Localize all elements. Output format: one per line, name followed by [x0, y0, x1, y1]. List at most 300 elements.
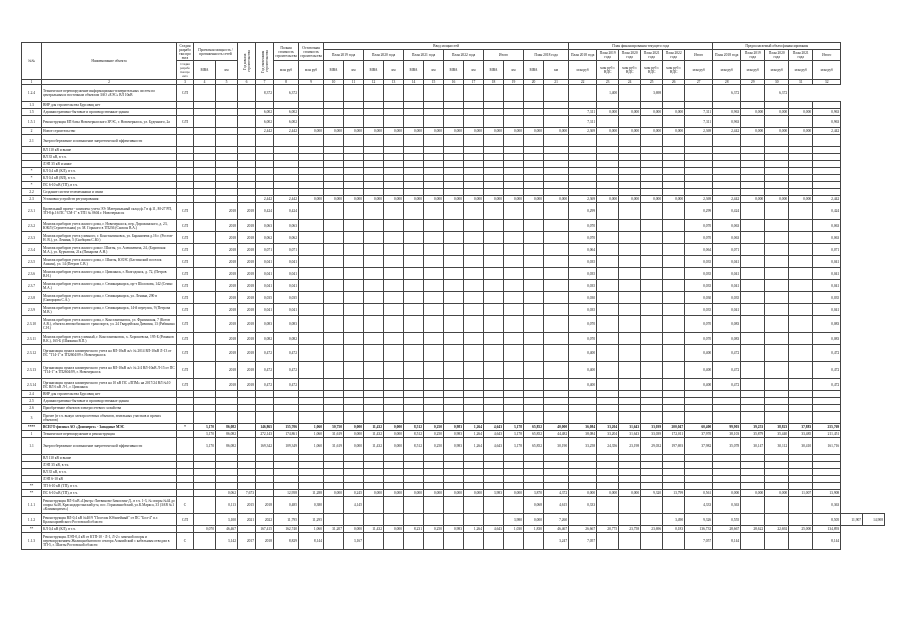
col-financing-needs: Предполагаемый объем финансирования: [713, 43, 841, 50]
row-value: [569, 469, 597, 476]
row-value: [344, 333, 364, 345]
table-row: [22, 268, 885, 280]
row-value: 172,011: [663, 431, 685, 438]
column-number: 23: [597, 80, 619, 85]
row-stage: С/П: [177, 304, 194, 316]
row-value: 36,084: [569, 424, 597, 431]
row-value: [569, 391, 597, 398]
row-value: [274, 398, 299, 405]
column-number: 26: [663, 80, 685, 85]
row-value: [274, 483, 299, 490]
row-value: [641, 316, 663, 333]
row-name: Реконструкция ЕП базы Новочеркасского ЗРЭС, г. Новочеркасск, ул. Буденного, 2а: [42, 116, 177, 128]
row-value: 0,062: [256, 232, 274, 244]
row-value: [663, 405, 685, 412]
row-value: [344, 514, 364, 526]
row-value: [619, 398, 641, 405]
table-row: [22, 497, 885, 514]
row-value: 0,000: [597, 109, 619, 116]
row-value: [597, 476, 619, 483]
row-value: [484, 256, 504, 268]
row-value: 0,963: [713, 109, 741, 116]
row-value: [544, 256, 569, 268]
row-value: [424, 232, 444, 244]
row-value: [299, 292, 324, 304]
row-value: [238, 455, 256, 462]
row-value: [424, 102, 444, 109]
row-value: [404, 182, 424, 189]
row-value: 0,000: [504, 196, 524, 203]
row-number: *: [22, 182, 42, 189]
row-value: [789, 304, 813, 316]
row-number: 2.3.1: [22, 203, 42, 220]
row-value: 0,000: [299, 196, 324, 203]
row-value: [484, 182, 504, 189]
row-value: 2018: [216, 316, 238, 333]
row-value: [424, 316, 444, 333]
row-value: 31,619: [324, 431, 344, 438]
row-number: 2.3.8: [22, 292, 42, 304]
row-value: 46,467: [216, 526, 238, 533]
row-value: [194, 533, 216, 550]
row-value: 3,178: [504, 431, 524, 438]
row-name: Монтаж приборов учета жилого дома, г. Новочеркасск, пер. Дорожинского, д. 23, ЮКЛ (Строительная) ул. М. Горького в ТП236 (Самсон В.А.): [42, 220, 177, 232]
row-value: [524, 362, 544, 379]
row-value: [569, 154, 597, 161]
row-stage: [177, 182, 194, 189]
row-value: 0,963: [813, 109, 841, 116]
row-value: 0,000: [741, 490, 765, 497]
row-value: [194, 220, 216, 232]
row-value: [194, 405, 216, 412]
row-name: КЛ 0,4 кВ (ВЛ), в т.ч.: [42, 175, 177, 182]
row-value: [641, 412, 663, 424]
row-value: [663, 333, 685, 345]
row-value: [256, 398, 274, 405]
row-value: [424, 462, 444, 469]
row-value: [641, 391, 663, 398]
column-number: 11: [344, 80, 364, 85]
row-value: [216, 109, 238, 116]
row-value: [194, 102, 216, 109]
row-value: [663, 256, 685, 268]
row-number: 2.3.11: [22, 333, 42, 345]
row-value: [663, 232, 685, 244]
row-value: [789, 168, 813, 175]
row-value: [238, 189, 256, 196]
row-value: [444, 232, 464, 244]
row-stage: [177, 161, 194, 168]
row-stage: С/П: [177, 333, 194, 345]
row-value: 0,000: [524, 196, 544, 203]
row-value: [344, 462, 364, 469]
row-value: 33,039: [641, 431, 663, 438]
row-value: [619, 189, 641, 196]
row-value: [324, 533, 344, 550]
row-value: [524, 109, 544, 116]
row-value: [384, 232, 404, 244]
column-number: 13: [384, 80, 404, 85]
row-value: 1,264: [464, 431, 484, 438]
row-value: 0,000: [524, 128, 544, 135]
row-value: [424, 135, 444, 147]
row-value: [544, 483, 569, 490]
row-value: 2015: [238, 497, 256, 514]
row-number: 1.3: [22, 102, 42, 109]
row-value: [765, 316, 789, 333]
row-value: [569, 483, 597, 490]
row-value: [299, 412, 324, 424]
row-value: [324, 102, 344, 109]
row-value: [464, 168, 484, 175]
row-value: 37,970: [685, 431, 713, 438]
row-value: [464, 102, 484, 109]
column-number: 10: [324, 80, 344, 85]
row-value: [619, 292, 641, 304]
row-value: 0,000: [424, 490, 444, 497]
row-value: [765, 220, 789, 232]
row-value: 0,400: [569, 345, 597, 362]
row-number: 2.3.2: [22, 220, 42, 232]
row-value: 6,002: [274, 109, 299, 116]
row-name: Энергосбережение и повышение энергетической эффективности: [42, 438, 177, 455]
row-value: [344, 220, 364, 232]
row-value: 44,482: [544, 431, 569, 438]
row-value: [424, 203, 444, 220]
row-value: 0,041: [713, 280, 741, 292]
row-value: 0,250: [424, 438, 444, 455]
row-value: 3,980: [504, 514, 524, 526]
row-value: 25,000: [789, 526, 813, 533]
row-value: [194, 168, 216, 175]
row-value: 30,112: [765, 438, 789, 455]
row-value: 0,000: [324, 128, 344, 135]
row-value: [274, 168, 299, 175]
row-value: 0,983: [444, 431, 464, 438]
row-value: 11,432: [364, 431, 384, 438]
row-value: 0,063: [713, 232, 741, 244]
row-value: [685, 412, 713, 424]
row-stage: С/П: [177, 203, 194, 220]
row-value: [256, 161, 274, 168]
row-value: [324, 379, 344, 391]
row-value: 28,622: [741, 526, 765, 533]
row-value: [299, 462, 324, 469]
row-value: [663, 102, 685, 109]
row-value: [324, 333, 344, 345]
row-value: [544, 232, 569, 244]
row-value: [424, 514, 444, 526]
row-stage: [177, 196, 194, 203]
row-value: [544, 362, 569, 379]
row-number: 2.2: [22, 189, 42, 196]
row-value: [194, 196, 216, 203]
row-name: ВЛ 110 кВ и выше: [42, 455, 177, 462]
row-value: [238, 182, 256, 189]
row-name: Реконструкция ВЛ-6 кВ «Центр»-Литвиново-Замоглин-Д., в т.ч. 1-3, № опоры №44 до опоры №48, Краснодарстанский р-н, пос. Горноаннобский, ул.К.Маркса, 33 (ЗАВ №1 «Клинкоциент»): [42, 497, 177, 514]
col-capacity: Проектная мощность / протяженность сетей: [194, 43, 238, 61]
row-value: [685, 147, 713, 154]
row-value: 2018: [238, 379, 256, 391]
row-value: [789, 379, 813, 391]
row-value: [597, 168, 619, 175]
row-value: [484, 462, 504, 469]
row-value: 2,442: [256, 128, 274, 135]
row-value: [641, 476, 663, 483]
row-value: [663, 244, 685, 256]
row-value: [384, 135, 404, 147]
row-value: [597, 304, 619, 316]
row-value: [641, 345, 663, 362]
table-row: [22, 85, 885, 102]
table-row: [22, 175, 885, 182]
row-value: [256, 154, 274, 161]
col-plan-2020: План 2020 года: [364, 49, 404, 61]
row-value: 86,082: [216, 431, 238, 438]
row-number: 2.3.7: [22, 280, 42, 292]
col-need-2020: План 2020 года: [765, 49, 789, 61]
row-value: [194, 116, 216, 128]
row-value: 0,000: [619, 490, 641, 497]
row-value: 0,035: [569, 268, 597, 280]
row-value: [364, 175, 384, 182]
column-number: 3: [177, 80, 194, 85]
row-value: [597, 316, 619, 333]
row-value: [484, 412, 504, 424]
row-value: 0,000: [765, 196, 789, 203]
row-value: [324, 135, 344, 147]
row-stage: [177, 135, 194, 147]
row-value: [619, 175, 641, 182]
row-value: 0,424: [256, 203, 274, 220]
row-value: [299, 268, 324, 280]
row-value: [344, 256, 364, 268]
row-value: [619, 182, 641, 189]
row-value: [404, 476, 424, 483]
row-value: [194, 514, 216, 526]
row-value: 0,000: [619, 109, 641, 116]
row-value: 0,041: [274, 256, 299, 268]
row-stage: С/П: [177, 232, 194, 244]
row-value: [194, 455, 216, 462]
row-number: 1.1.1: [22, 497, 42, 514]
row-value: 86,082: [216, 424, 238, 431]
row-value: 0,000: [789, 109, 813, 116]
unit-km: км: [504, 61, 524, 80]
row-value: 39,253: [741, 424, 765, 431]
row-value: 65,852: [524, 424, 544, 431]
row-value: [324, 455, 344, 462]
row-value: [713, 412, 741, 424]
row-value: [404, 109, 424, 116]
row-value: [524, 161, 544, 168]
row-value: 7,057: [685, 533, 713, 550]
row-value: [544, 102, 569, 109]
row-value: [641, 135, 663, 147]
column-number: 32: [813, 80, 841, 85]
row-value: [444, 412, 464, 424]
row-number: 2.6: [22, 405, 42, 412]
row-value: [524, 102, 544, 109]
row-value: [504, 175, 524, 182]
row-value: [789, 391, 813, 398]
row-number: 2: [22, 128, 42, 135]
row-value: [216, 102, 238, 109]
row-value: 4,643: [484, 431, 504, 438]
row-value: 0,250: [424, 431, 444, 438]
row-value: [274, 161, 299, 168]
row-value: [741, 345, 765, 362]
row-value: [484, 175, 504, 182]
row-number: 2.3.9: [22, 304, 42, 316]
row-name: ВЛ 35 кВ, в т.ч.: [42, 469, 177, 476]
row-value: 0,245: [344, 490, 364, 497]
row-value: [597, 333, 619, 345]
row-value: 2,442: [713, 128, 741, 135]
row-value: [544, 168, 569, 175]
row-value: [619, 256, 641, 268]
row-value: 0,041: [256, 304, 274, 316]
row-value: [464, 189, 484, 196]
row-value: [404, 147, 424, 154]
row-number: [22, 147, 42, 154]
row-value: [216, 398, 238, 405]
row-value: [789, 362, 813, 379]
row-name: ВСЕГО филиал АО «Донэнерго» - Западные МЭС: [42, 424, 177, 431]
row-value: [194, 182, 216, 189]
row-value: [741, 514, 765, 526]
row-value: 1,264: [464, 424, 484, 431]
row-value: [484, 189, 504, 196]
row-value: [685, 189, 713, 196]
row-value: [685, 154, 713, 161]
row-value: [324, 203, 344, 220]
row-value: [324, 398, 344, 405]
row-value: [424, 391, 444, 398]
col-need-total: Итого: [813, 49, 841, 61]
row-value: [789, 455, 813, 462]
row-value: [504, 292, 524, 304]
row-value: [484, 135, 504, 147]
row-value: 1,400: [597, 85, 619, 102]
column-number: 21: [544, 80, 569, 85]
row-value: 50,750: [324, 424, 344, 431]
row-value: [274, 462, 299, 469]
row-value: [619, 85, 641, 102]
row-value: [424, 469, 444, 476]
row-value: [344, 189, 364, 196]
row-value: [256, 182, 274, 189]
row-value: [464, 412, 484, 424]
row-value: [404, 304, 424, 316]
table-row: [22, 116, 885, 128]
row-stage: [177, 438, 194, 455]
row-number: [22, 161, 42, 168]
row-value: [464, 476, 484, 483]
row-value: [544, 203, 569, 220]
row-value: [324, 497, 344, 514]
row-value: [464, 244, 484, 256]
row-value: 2018: [238, 268, 256, 280]
row-value: [597, 292, 619, 304]
row-value: [504, 462, 524, 469]
row-value: [663, 497, 685, 514]
row-value: [194, 362, 216, 379]
row-value: [464, 268, 484, 280]
row-value: 0,083: [813, 333, 841, 345]
row-value: [216, 476, 238, 483]
row-value: [685, 391, 713, 398]
row-value: 11,432: [364, 424, 384, 431]
row-value: [299, 256, 324, 268]
row-value: [789, 203, 813, 220]
row-value: [444, 345, 464, 362]
row-value: [544, 220, 569, 232]
row-value: [324, 304, 344, 316]
row-value: [765, 379, 789, 391]
row-value: [484, 483, 504, 490]
row-value: [324, 345, 344, 362]
table-row: [22, 345, 885, 362]
table-row: [22, 256, 885, 268]
row-value: [444, 405, 464, 412]
row-value: [299, 483, 324, 490]
table-row: [22, 280, 885, 292]
row-value: [444, 135, 464, 147]
row-value: 31,643: [619, 424, 641, 431]
row-value: [384, 182, 404, 189]
row-value: 0,000: [404, 196, 424, 203]
row-stage: [177, 462, 194, 469]
row-value: 38,103: [713, 431, 741, 438]
row-value: [344, 412, 364, 424]
row-number: *: [22, 168, 42, 175]
row-stage: [177, 469, 194, 476]
row-value: [524, 405, 544, 412]
row-value: [274, 412, 299, 424]
row-value: [765, 462, 789, 469]
table-row: [22, 220, 885, 232]
row-value: [216, 182, 238, 189]
row-value: [364, 533, 384, 550]
row-stage: [177, 455, 194, 462]
row-value: [444, 102, 464, 109]
row-value: [713, 182, 741, 189]
row-value: [324, 232, 344, 244]
row-value: [238, 109, 256, 116]
row-value: [484, 391, 504, 398]
row-value: [484, 476, 504, 483]
row-value: 0,041: [813, 256, 841, 268]
row-value: [619, 379, 641, 391]
row-name: Монтаж приборов учета жилого дома, г. Семикаракорск, пр-т Шолохова, 142 (Семко М.А.): [42, 280, 177, 292]
row-value: [741, 135, 765, 147]
row-value: [216, 128, 238, 135]
row-value: 7,311: [569, 116, 597, 128]
column-number: 5: [216, 80, 238, 85]
row-value: [641, 154, 663, 161]
row-value: [524, 412, 544, 424]
row-value: [765, 497, 789, 514]
row-value: [544, 135, 569, 147]
row-value: [504, 333, 524, 345]
row-stage: [177, 175, 194, 182]
unit-mln-nds: млн руб с НДС: [619, 61, 641, 80]
row-value: 2018: [238, 316, 256, 333]
row-value: [216, 161, 238, 168]
row-number: ****: [22, 424, 42, 431]
row-value: [364, 483, 384, 490]
